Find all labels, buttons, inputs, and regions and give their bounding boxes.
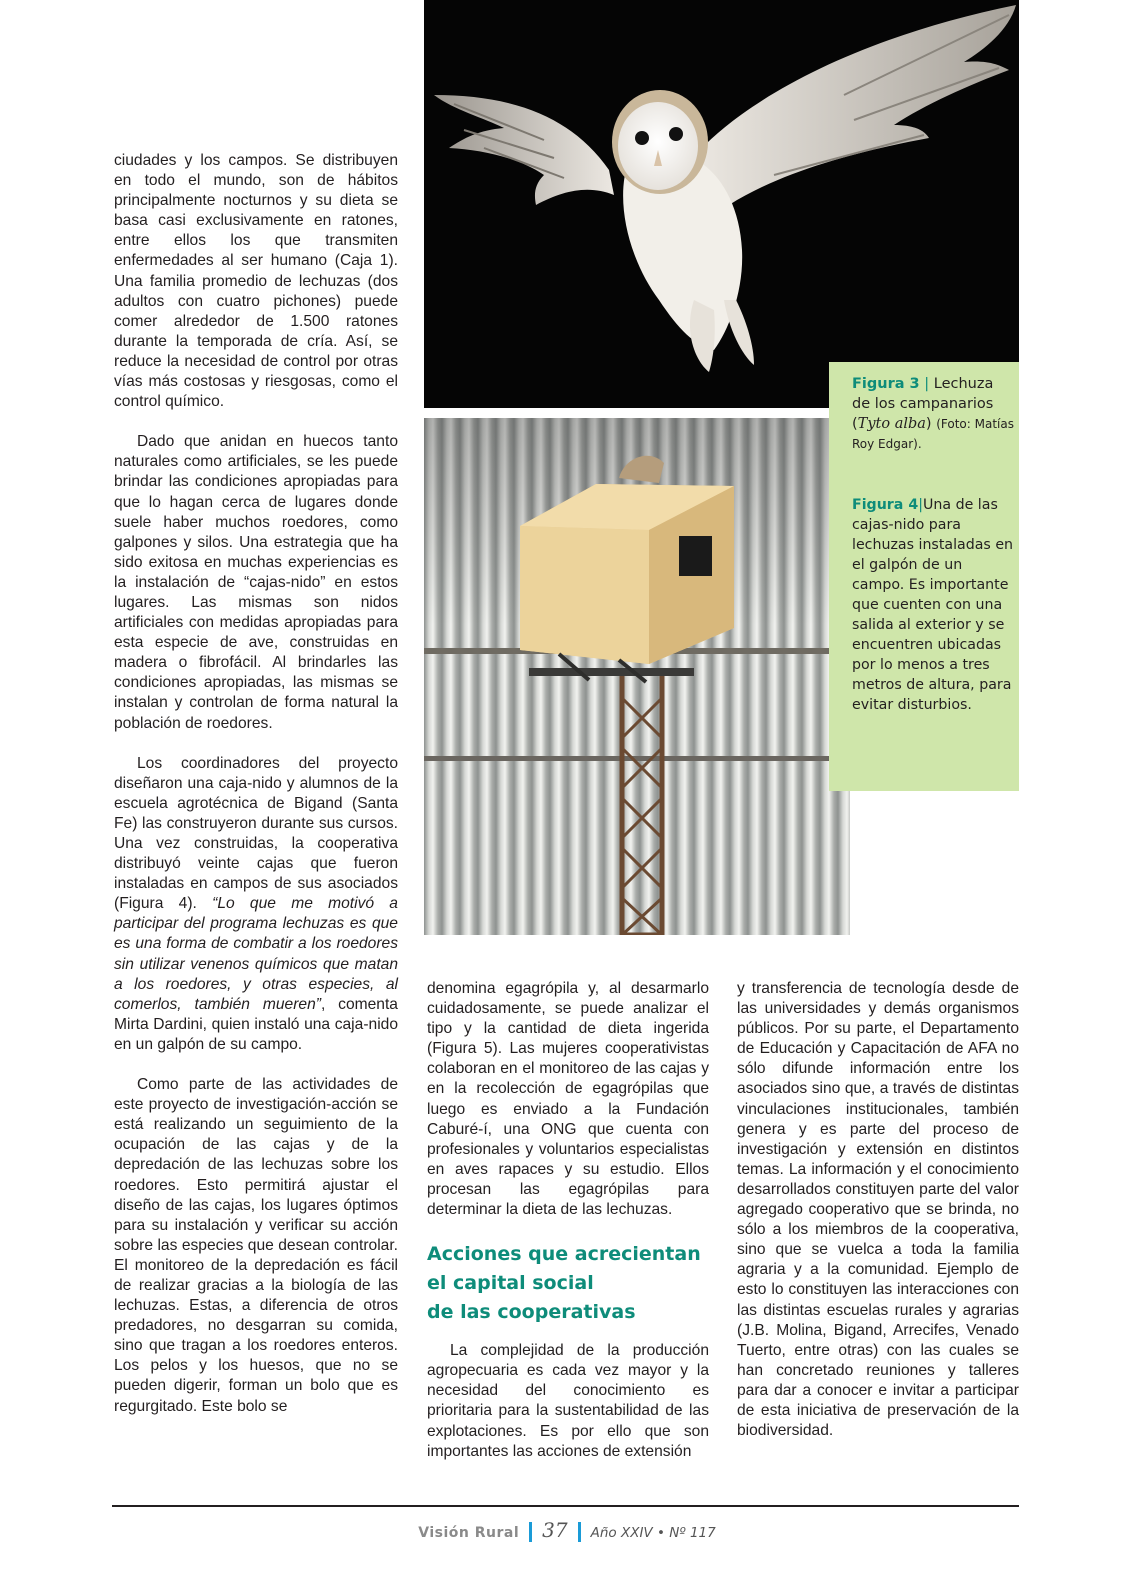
issue-info: Año XXIV • Nº 117 xyxy=(590,1525,716,1541)
nest-box-photo xyxy=(424,418,850,935)
magazine-name: Visión Rural xyxy=(418,1525,520,1541)
owl-photo xyxy=(424,0,1019,408)
paragraph: Como parte de las actividades de este proyecto de investigación-acción se está realizando un seguimiento de la ocupación de las cajas y de la depredación de las lechuzas sobre los roedores. Esto permitirá ajustar el diseño de las cajas, los lugares óptimos para su instalación y verificar su acción sobre las especies que desean controlar. El monitoreo de la depredación es fácil de realizar gracias a la biología de las lechuzas. Estas, a diferencia de otros predadores, no desgarran su comida, sino que tragan a los roedores enteros. Los pelos y los huesos, que no se pueden digerir, forman un bolo que es regurgitado. Este bolo se xyxy=(114,1076,398,1415)
figure-3-text: Lechuza de los campanarios ( xyxy=(852,376,994,432)
article-column-2 xyxy=(427,979,709,1482)
paragraph: y transferencia de tecnología desde de las universidades y demás organismos públicos. Por su parte, el Departamento de Educación y Capacitación de AFA no sólo difunde información entre los asociados sino que, a través de distintas vinculaciones institucionales, también genera y es parte del proceso de investigación y extensión en distintos temas. La información y el conocimiento desarrollados constituyen parte del valor agregado cooperativo que se brinda, no sólo a los miembros de la cooperativa, sino que se vuelca a toda la familia agraria y a la comunidad. Ejemplo de esto lo constituyen las interacciones con las distintas escuelas rurales y agrarias (J.B. Molina, Bigand, Arrecifes, Venado Tuerto, entre otras) con las cuales se han concretado reuniones y talleres para dar a conocer e invitar a participar de esta iniciativa de preservación de la biodiversidad. xyxy=(737,980,1019,1440)
heading-line: Acciones que acrecientan xyxy=(427,1243,701,1266)
figure-4-label: Figura 4 xyxy=(852,497,919,513)
heading-line: de las cooperativas xyxy=(427,1301,636,1324)
barn-owl-illustration xyxy=(424,0,1019,408)
figure-caption-panel xyxy=(829,362,1019,791)
figure-4-text: Una de las cajas-nido para lechuzas instaladas en el galpón de un campo. Es importante que cuenten con una salida al exterior y se encuentren ubicadas por lo menos a tres metros de altura, para evitar disturbios. xyxy=(852,497,1014,713)
species-name: Tyto alba xyxy=(857,416,926,432)
paragraph: ciudades y los campos. Se distribuyen en todo el mundo, son de hábitos principalmente nocturnos y su dieta se basa casi exclusivamente en ratones, entre ellos los que transmiten enfermedades al ser humano (Caja 1). Una familia promedio de lechuzas (dos adultos con cuatro pichones) puede comer alrededor de 1.500 ratones durante la temporada de cría. Así, se reduce la necesidad de control por otras vías más costosas y riesgosas, como el control químico. xyxy=(114,152,398,411)
footer-divider xyxy=(578,1522,581,1542)
paragraph-text: Los coordinadores del proyecto diseñaron una caja-nido y alumnos de la escuela agrotécnica de Bigand (Santa Fe) las construyeron durante sus cursos. Una vez construidas, la cooperativa distribuyó veinte cajas que fueron instaladas en campos de sus asociados (Figura 4). xyxy=(114,754,398,913)
section-heading xyxy=(427,1240,709,1327)
article-column-1 xyxy=(114,151,398,1437)
paragraph xyxy=(114,754,398,1055)
article-column-3 xyxy=(737,979,1019,1461)
paragraph: Dado que anidan en huecos tanto naturales como artificiales, se les puede brindar las condiciones apropiadas para que lo hagan cerca de lugares donde suele haber muchos roedores, como galpones y silos. Una estrategia que ha sido exitosa en muchas experiencias es la instalación de “cajas-nido” en estos lugares. Las mismas son nidos artificiales con medidas apropiadas para esta especie de ave, construidas en madera o fibrofácil. Al brindarles las condiciones apropiadas, las mismas se instalan y controlan de forma natural la población de roedores. xyxy=(114,433,398,732)
figure-3-caption xyxy=(852,374,1014,454)
footer-rule xyxy=(112,1505,1019,1507)
figure-4-caption xyxy=(852,495,1014,715)
page-number: 37 xyxy=(542,1518,568,1542)
figure-3-label: Figura 3 xyxy=(852,376,920,392)
caption-separator: | xyxy=(918,497,923,513)
quote-text: “Lo que me motivó a participar del programa lechuzas es que es una forma de combatir a los roedores sin utilizar venenos químicos que matan a los roedores, y otras especies, al comerlos, también mueren” xyxy=(114,895,398,1013)
page-footer xyxy=(0,1518,1134,1542)
footer-divider xyxy=(529,1522,532,1542)
caption-separator: | xyxy=(924,376,930,392)
nest-box-illustration xyxy=(424,418,850,935)
paragraph-text: , comenta Mirta Dardini, quien instaló una caja-nido en un galpón de su campo. xyxy=(114,995,398,1053)
paragraph: denomina egagrópila y, al desarmarlo cuidadosamente, se puede analizar el tipo y la cantidad de dieta ingerida (Figura 5). Las mujeres cooperativistas colaboran en el monitoreo de las cajas y en la recolección de egagrópilas que luego es enviado a la Fundación Caburé-í, una ONG que cuenta con profesionales y voluntarios especialistas en aves rapaces y su estudio. Ellos procesan las egagrópilas para determinar la dieta de las lechuzas. xyxy=(427,980,709,1219)
photo-credit: (Foto: Matías Roy Edgar). xyxy=(852,417,1014,451)
figure-3-close: ) xyxy=(925,416,932,432)
paragraph: La complejidad de la producción agropecuaria es cada vez mayor y la necesidad del conocimiento es prioritaria para la sustentabilidad de las explotaciones. Es por ello que son importantes las acciones de extensión xyxy=(427,1342,709,1460)
heading-line: el capital social xyxy=(427,1272,594,1295)
